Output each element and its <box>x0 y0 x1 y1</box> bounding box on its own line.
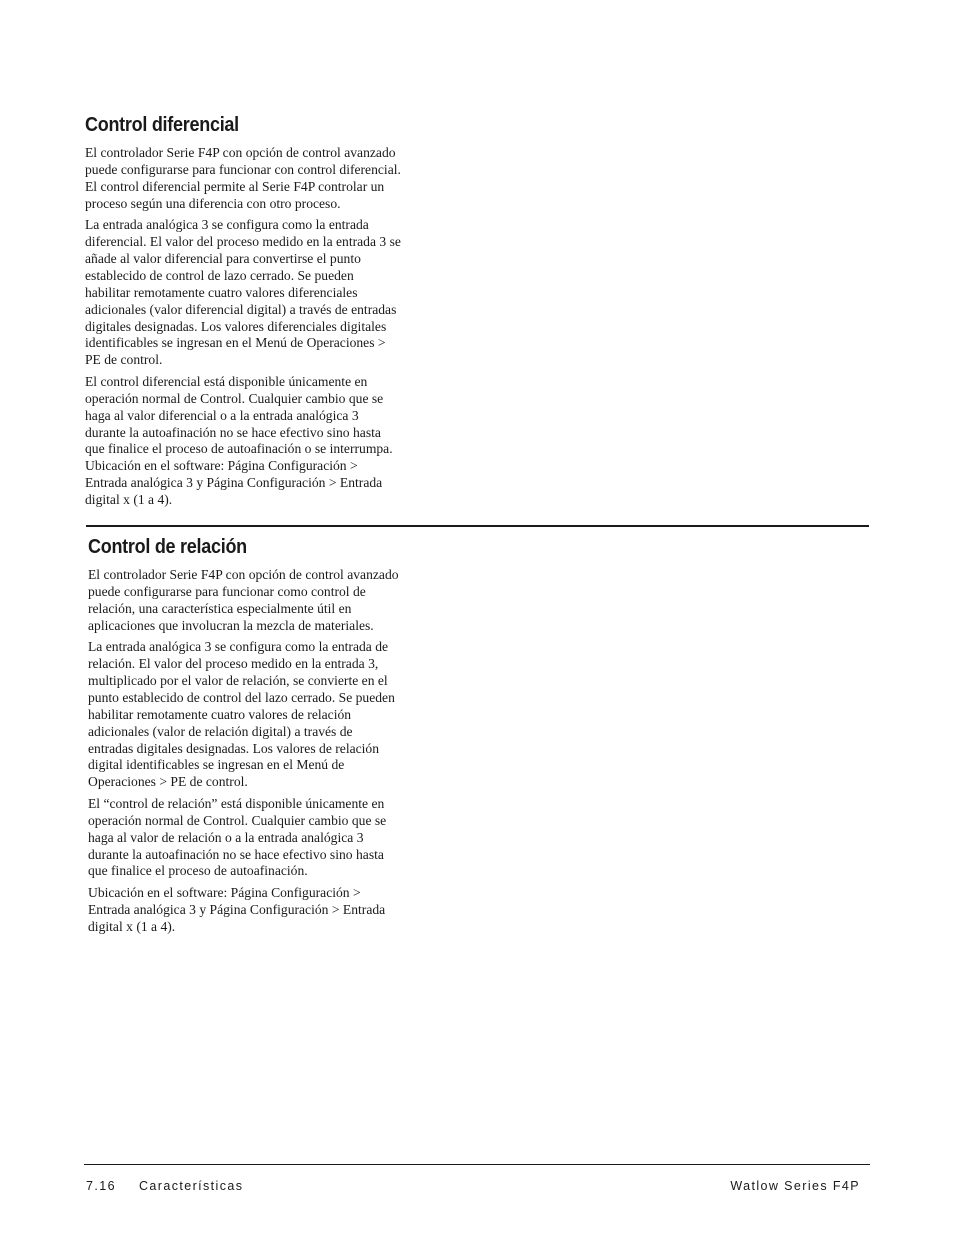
paragraph-line: PE de control. <box>85 352 163 368</box>
paragraph-line: digital identificables se ingresan en el Menú de <box>88 757 345 773</box>
paragraph-line: habilitar remotamente cuatro valores de relación <box>88 706 352 722</box>
paragraph-line: puede configurarse para funcionar con control diferencial. <box>85 161 401 177</box>
paragraph-line: El controlador Serie F4P con opción de control avanzado <box>85 145 396 160</box>
paragraph-line: Ubicación en el software: Página Configuración > <box>85 458 358 474</box>
section-control-de-relacion <box>88 534 470 940</box>
footer-page-number: 7.16 <box>86 1179 116 1193</box>
body-paragraph <box>88 639 470 791</box>
paragraph-line: La entrada analógica 3 se configura como la entrada de <box>88 639 389 655</box>
paragraph-line: El control diferencial permite al Serie F4P controlar un <box>85 178 385 194</box>
body-paragraph <box>88 885 470 936</box>
paragraph-line: adicionales (valor diferencial digital) a través de entradas <box>85 301 397 317</box>
paragraph-line: durante la autoafinación no se hace efectivo sino hasta <box>88 846 384 862</box>
section-heading: Control de relación <box>88 536 247 558</box>
paragraph-line: relación. El valor del proceso medido en la entrada 3, <box>88 656 379 672</box>
paragraph-line: Ubicación en el software: Página Configuración > <box>88 884 361 900</box>
paragraph-line: habilitar remotamente cuatro valores diferenciales <box>85 284 358 300</box>
paragraph-line: puede configurarse para funcionar como control de <box>88 583 366 599</box>
paragraph-line: identificables se ingresan en el Menú de Operaciones > <box>85 335 386 351</box>
body-paragraph <box>85 217 467 369</box>
paragraph-line: Entrada analógica 3 y Página Configuración > Entrada <box>88 901 386 917</box>
paragraph-line: El control diferencial está disponible únicamente en <box>85 373 368 389</box>
section-divider <box>86 525 869 527</box>
paragraph-line: aplicaciones que involucran la mezcla de materiales. <box>88 617 374 633</box>
section-body <box>85 145 467 509</box>
paragraph-line: añade al valor diferencial para convertirse el punto <box>85 250 361 266</box>
paragraph-line: Operaciones > PE de control. <box>88 774 248 790</box>
paragraph-line: punto establecido de control del lazo cerrado. Se pueden <box>88 689 395 705</box>
paragraph-line: que finalice el proceso de autoafinación. <box>88 863 308 879</box>
section-heading: Control diferencial <box>85 114 239 136</box>
paragraph-line: digital x (1 a 4). <box>88 918 176 934</box>
paragraph-line: El “control de relación” está disponible únicamente en <box>88 795 385 811</box>
paragraph-line: El controlador Serie F4P con opción de control avanzado <box>88 567 399 582</box>
section-body <box>88 567 470 936</box>
paragraph-line: que finalice el proceso de autoafinación o se interrumpa. <box>85 441 393 457</box>
section-control-diferencial <box>85 112 467 514</box>
paragraph-line: operación normal de Control. Cualquier cambio que se <box>85 390 384 406</box>
body-paragraph <box>88 567 470 635</box>
body-paragraph <box>85 145 467 213</box>
body-paragraph <box>88 796 470 881</box>
paragraph-line: durante la autoafinación no se hace efectivo sino hasta <box>85 424 381 440</box>
paragraph-line: haga al valor de relación o a la entrada analógica 3 <box>88 829 364 845</box>
paragraph-line: operación normal de Control. Cualquier cambio que se <box>88 812 387 828</box>
paragraph-line: Entrada analógica 3 y Página Configuración > Entrada <box>85 475 383 491</box>
paragraph-line: La entrada analógica 3 se configura como la entrada <box>85 217 369 233</box>
paragraph-line: relación, una característica especialmente útil en <box>88 600 352 616</box>
paragraph-line: diferencial. El valor del proceso medido en la entrada 3 se <box>85 234 401 250</box>
footer-chapter-title: Características <box>139 1179 244 1193</box>
footer-product-name: Watlow Series F4P <box>730 1179 860 1193</box>
footer-rule <box>84 1164 870 1165</box>
paragraph-line: entradas digitales designadas. Los valores de relación <box>88 740 380 756</box>
paragraph-line: establecido de control de lazo cerrado. Se pueden <box>85 267 354 283</box>
body-paragraph <box>85 374 467 509</box>
paragraph-line: haga al valor diferencial o a la entrada analógica 3 <box>85 407 359 423</box>
paragraph-line: adicionales (valor de relación digital) a través de <box>88 723 353 739</box>
paragraph-line: multiplicado por el valor de relación, se convierte en el <box>88 672 388 688</box>
paragraph-line: digital x (1 a 4). <box>85 492 173 508</box>
paragraph-line: proceso según una diferencia con otro proceso. <box>85 195 341 211</box>
paragraph-line: digitales designadas. Los valores diferenciales digitales <box>85 318 387 334</box>
